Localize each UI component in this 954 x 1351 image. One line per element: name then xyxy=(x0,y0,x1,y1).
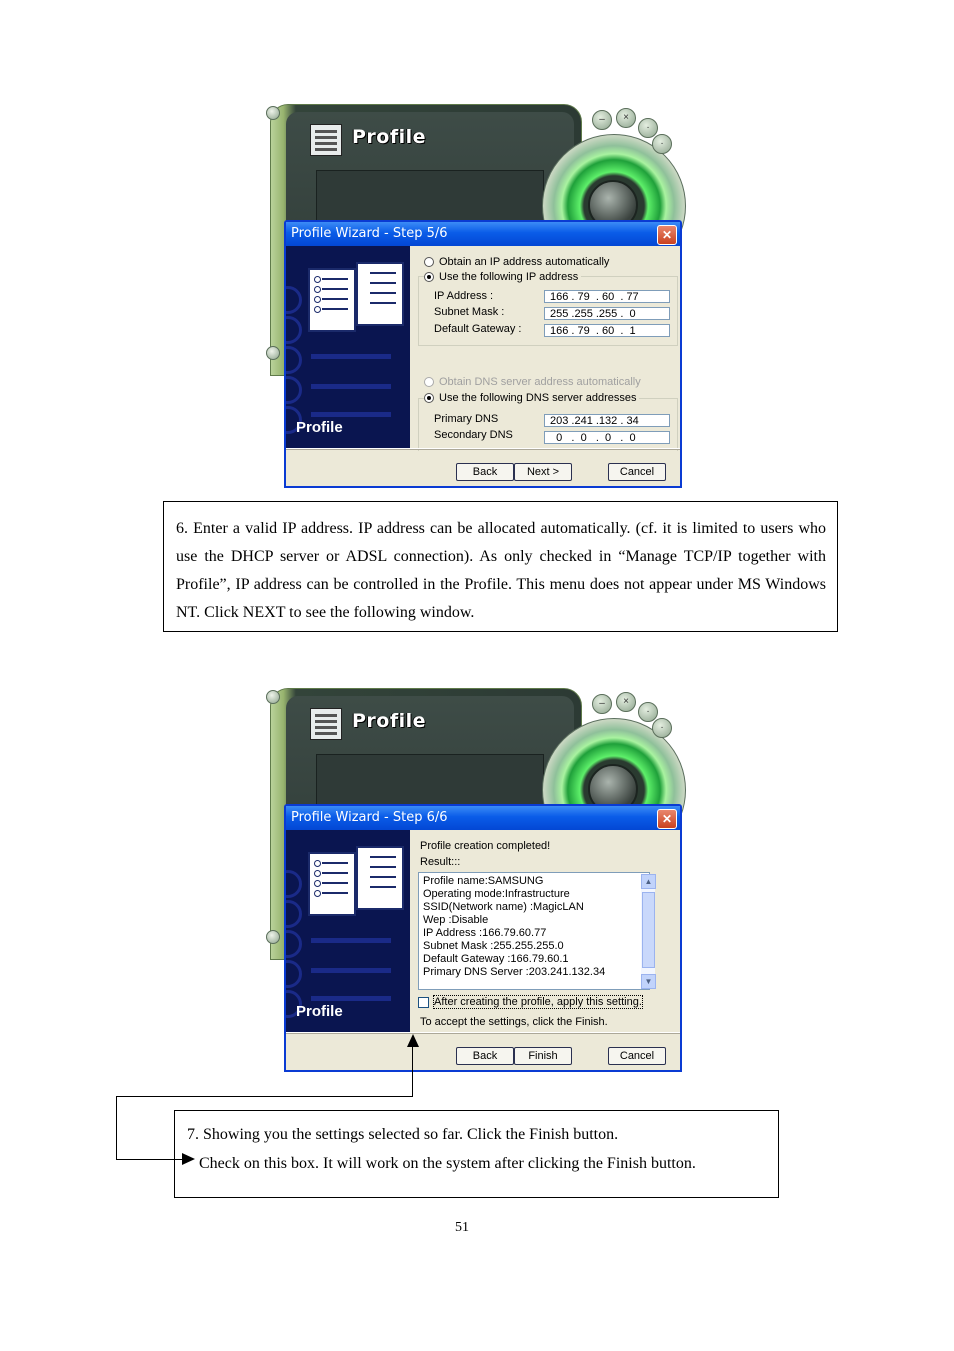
back-button[interactable]: Back xyxy=(456,1047,514,1065)
primary-dns-label: Primary DNS xyxy=(434,413,499,425)
result-line: SSID(Network name) :MagicLAN xyxy=(423,901,584,913)
mask-label: Subnet Mask : xyxy=(434,306,505,318)
minimize-icon[interactable]: – xyxy=(592,110,612,130)
dialog-close-button[interactable]: ✕ xyxy=(657,809,677,829)
profile-logo-icon xyxy=(310,708,342,740)
help-skin-icon[interactable]: · xyxy=(638,702,658,722)
dialog-close-button[interactable]: ✕ xyxy=(657,225,677,245)
page-number: 51 xyxy=(455,1220,469,1235)
default-gateway-field[interactable]: 166 . 79 . 60 . 1 xyxy=(544,324,670,337)
result-listbox[interactable] xyxy=(418,872,653,990)
cancel-button[interactable]: Cancel xyxy=(608,463,666,481)
checkbox-icon xyxy=(418,997,429,1008)
connector-line xyxy=(412,1046,413,1097)
finish-button[interactable]: Finish xyxy=(514,1047,572,1065)
dialog-title-bar: Profile Wizard - Step 5/6 xyxy=(286,222,680,246)
ip-label: IP Address : xyxy=(434,290,494,302)
scroll-up-icon[interactable]: ▲ xyxy=(641,874,656,889)
banner-label: Profile xyxy=(296,1003,343,1020)
result-line: Wep :Disable xyxy=(423,914,489,926)
banner-label: Profile xyxy=(296,419,343,436)
step7-line1: 7. Showing you the settings selected so far. Click the Finish button. xyxy=(187,1126,619,1143)
back-button[interactable]: Back xyxy=(456,463,514,481)
next-button[interactable]: Next > xyxy=(514,463,572,481)
result-label: Result::: xyxy=(420,856,461,868)
scroll-thumb[interactable] xyxy=(642,892,655,968)
step5-content xyxy=(414,248,680,448)
result-line: Primary DNS Server :203.241.132.34 xyxy=(423,966,606,978)
completed-message: Profile creation completed! xyxy=(420,840,551,852)
result-line: Subnet Mask :255.255.255.0 xyxy=(423,940,564,952)
connector-line xyxy=(116,1096,413,1097)
app-title: Profile xyxy=(352,710,427,732)
result-line: Default Gateway :166.79.60.1 xyxy=(423,953,569,965)
profile-wizard-step6-dialog xyxy=(284,804,682,1072)
profile-wizard-step5-dialog xyxy=(284,220,682,488)
connector-line xyxy=(116,1096,117,1160)
close-skin-icon[interactable]: × xyxy=(616,108,636,128)
dialog-footer xyxy=(286,448,680,487)
radio-off-icon xyxy=(424,257,434,267)
result-line: IP Address :166.79.60.77 xyxy=(423,927,547,939)
step6-description-text: 6. Enter a valid IP address. IP address can be allocated automatically. (cf. it is limited to users who use the DHCP server or ADSL connection). As only checked in “Manage TCP/IP together with Profile”, IP address can be controlled in the Profile. This menu does not appear under MS Windows NT. Click NEXT to see the following window. xyxy=(176,520,826,621)
wizard-side-banner xyxy=(286,246,410,448)
dns-manual-radio[interactable]: Use the following DNS server addresses xyxy=(424,392,639,404)
ip-auto-radio[interactable]: Obtain an IP address automatically xyxy=(424,256,609,268)
dns-auto-radio[interactable]: Obtain DNS server address automatically xyxy=(424,376,641,388)
result-line: Profile name:SAMSUNG xyxy=(423,875,544,887)
left-knob-icon xyxy=(266,930,280,944)
menu-skin-icon[interactable]: · xyxy=(652,134,672,154)
document-back-icon xyxy=(356,262,404,326)
left-knob-icon xyxy=(266,346,280,360)
top-knob-icon xyxy=(266,690,280,704)
step7-description-box xyxy=(174,1110,779,1198)
minimize-icon[interactable]: – xyxy=(592,694,612,714)
app-title: Profile xyxy=(352,126,427,148)
ip-manual-radio[interactable]: Use the following IP address xyxy=(424,271,581,283)
pointer-arrowhead-up-icon xyxy=(407,1034,419,1047)
radio-on-icon xyxy=(424,393,434,403)
document-front-icon xyxy=(308,268,356,332)
ip-address-field[interactable]: 166 . 79 . 60 . 77 xyxy=(544,290,670,303)
radio-off-icon xyxy=(424,377,434,387)
step7-line2: Check on this box. It will work on the system after clicking the Finish button. xyxy=(199,1155,696,1172)
apply-setting-checkbox[interactable]: After creating the profile, apply this setting. xyxy=(418,996,642,1008)
dialog-title-bar: Profile Wizard - Step 6/6 xyxy=(286,806,680,830)
accept-instruction: To accept the settings, click the Finish. xyxy=(420,1016,608,1028)
top-knob-icon xyxy=(266,106,280,120)
close-skin-icon[interactable]: × xyxy=(616,692,636,712)
cancel-button[interactable]: Cancel xyxy=(608,1047,666,1065)
radio-on-icon xyxy=(424,272,434,282)
secondary-dns-label: Secondary DNS xyxy=(434,429,513,441)
step6-content xyxy=(414,832,680,1032)
dialog-footer xyxy=(286,1032,680,1071)
secondary-dns-field[interactable]: 0 . 0 . 0 . 0 xyxy=(544,431,670,444)
result-line: Operating mode:Infrastructure xyxy=(423,888,570,900)
wizard-side-banner xyxy=(286,830,410,1032)
gateway-label: Default Gateway : xyxy=(434,323,522,335)
document-front-icon xyxy=(308,852,356,916)
step6-description-box xyxy=(163,501,838,632)
help-skin-icon[interactable]: · xyxy=(638,118,658,138)
menu-skin-icon[interactable]: · xyxy=(652,718,672,738)
primary-dns-field[interactable]: 203 .241 .132 . 34 xyxy=(544,414,670,427)
profile-logo-icon xyxy=(310,124,342,156)
connector-line xyxy=(116,1159,182,1160)
subnet-mask-field[interactable]: 255 .255 .255 . 0 xyxy=(544,307,670,320)
result-scrollbar[interactable] xyxy=(641,874,655,988)
document-back-icon xyxy=(356,846,404,910)
scroll-down-icon[interactable]: ▼ xyxy=(641,974,656,989)
